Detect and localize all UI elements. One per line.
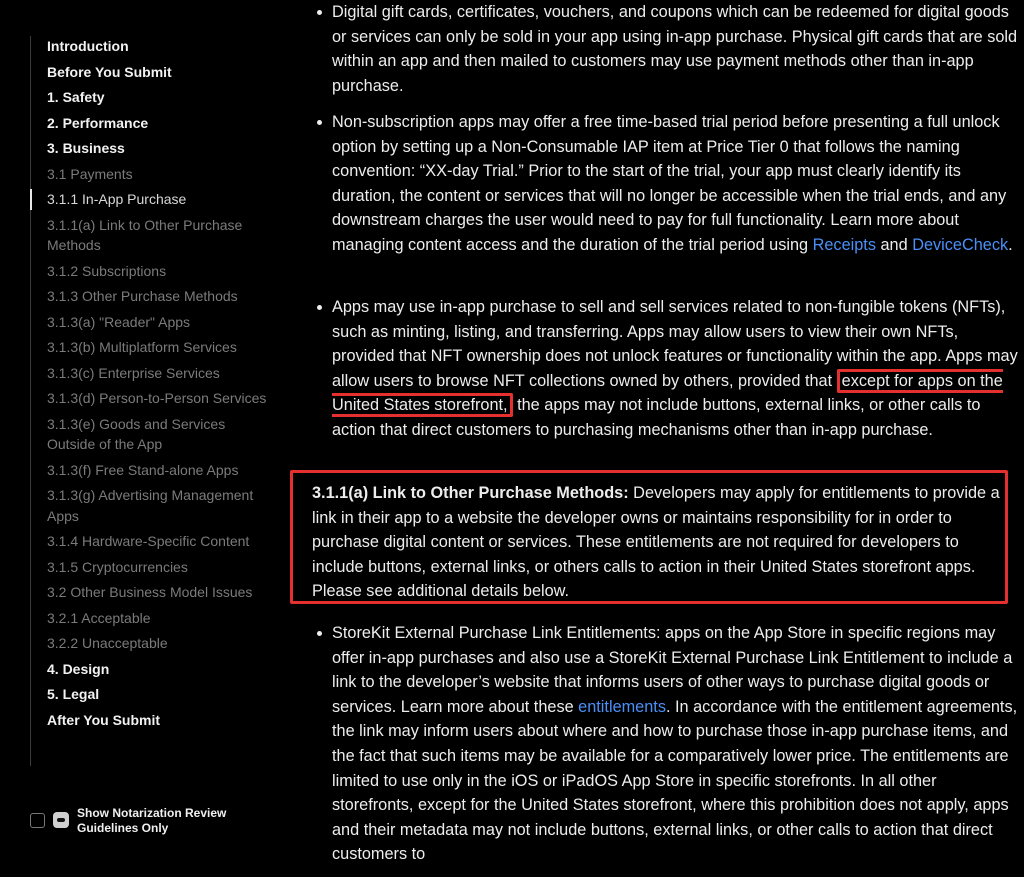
bullet-text: Apps may use in-app purchase to sell and sell services related to non-fungible tokens (NFTs), such as minting, listing, and transferring. Apps may allow users to view their own NFTs, provided that NFT ownership does not unlock features or functionality within the app. Apps may allow users to browse NFT collections owned by others, provided that except for apps on the United States storefront, the apps may not include buttons, external links, or other calls to action that direct customers to purchasing mechanisms other than in-app purchase. <box>332 298 1018 439</box>
sidebar-item[interactable]: Before You Submit <box>47 63 172 80</box>
sidebar-item[interactable]: 3.1.3 Other Purchase Methods <box>47 288 238 304</box>
section-3-1-1a <box>312 481 1002 604</box>
nav-list <box>31 36 271 730</box>
section-heading: 3.1.1(a) Link to Other Purchase Methods: <box>312 484 629 502</box>
notarization-icon <box>53 812 69 828</box>
sidebar-item[interactable]: 4. Design <box>47 660 110 677</box>
entitlements-link[interactable]: entitlements <box>578 697 666 716</box>
sidebar-item[interactable]: 3.1.1(a) Link to Other Purchase Methods <box>47 216 243 253</box>
sidebar-item[interactable]: 5. Legal <box>47 686 100 702</box>
sidebar-item[interactable]: 3.1.3(c) Enterprise Services <box>47 364 220 381</box>
sidebar-item[interactable]: Introduction <box>47 38 129 54</box>
notarization-toggle[interactable] <box>30 806 270 836</box>
sidebar-item[interactable]: 3.1.3(a) "Reader" Apps <box>47 313 191 330</box>
sidebar-nav <box>30 36 271 766</box>
sidebar-item[interactable]: 3. Business <box>47 140 125 156</box>
sidebar-item[interactable]: 3.1.3(d) Person-to-Person Services <box>47 390 267 406</box>
sidebar-item[interactable]: 3.1.3(e) Goods and Services Outside of the App <box>47 415 226 452</box>
sidebar-item[interactable]: 3.1.3(g) Advertising Management Apps <box>47 487 254 524</box>
sidebar-item[interactable]: 3.1.1 In-App Purchase <box>31 189 271 210</box>
list-item <box>312 110 1022 258</box>
sidebar-item[interactable]: 3.2.1 Acceptable <box>47 609 151 626</box>
sidebar-item[interactable]: 3.1 Payments <box>47 165 133 182</box>
sidebar-item[interactable]: 1. Safety <box>47 89 105 105</box>
list-item <box>312 621 1022 867</box>
bullet-text: StoreKit External Purchase Link Entitlements: apps on the App Store in specific regions may offer in-app purchases and also use a StoreKit External Purchase Link Entitlement to include a link to the developer’s website that informs users of other ways to purchase digital goods or services. Learn more about these entitlements. In accordance with the entitlement agreements, the link may inform users about where and how to purchase those in-app purchase items, and the fact that such items may be available for a comparatively lower price. The entitlements are limited to use only in the iOS or iPadOS App Store in specific storefronts. In all other storefronts, except for the United States storefront, where this prohibition does not apply, apps and their metadata may not include buttons, external links, or other calls to action that direct customers to <box>332 624 1018 864</box>
notarization-checkbox[interactable] <box>30 813 45 828</box>
sidebar-item[interactable]: 3.1.4 Hardware-Specific Content <box>47 533 250 549</box>
list-item <box>312 295 1022 443</box>
list-item <box>312 0 1022 98</box>
sidebar-item[interactable]: 3.2 Other Business Model Issues <box>47 584 253 600</box>
receipts-link[interactable]: Receipts <box>812 235 876 254</box>
devicecheck-link[interactable]: DeviceCheck <box>912 235 1009 254</box>
notarization-label: Show Notarization Review Guidelines Only <box>77 806 227 835</box>
sidebar-item[interactable]: After You Submit <box>47 711 161 728</box>
section-body: Developers may apply for entitlements to provide a link in their app to a website the developer owns or maintains responsibility for in order to purchase digital content or services. These entitlements are not required for developers to include buttons, external links, or others calls to action in their United States storefront apps. Please see additional details below. <box>312 484 1000 601</box>
bullet-text: Digital gift cards, certificates, vouchers, and coupons which can be redeemed for digital goods or services can only be sold in your app using in-app purchase. Physical gift cards that are sold within an app and then mailed to customers may use payment methods other than in-app purchase. <box>332 3 1018 95</box>
bullet-text: Non-subscription apps may offer a free time-based trial period before presenting a full unlock option by setting up a Non-Consumable IAP item at Price Tier 0 that follows the naming convention: “XX-day Trial.” Prior to the start of the trial, your app must clearly identify its duration, the content or services that will no longer be accessible when the trial ends, and any downstream charges the user would need to pay for full functionality. Learn more about managing content access and the duration of the trial period using Receipts and DeviceCheck. <box>332 113 1013 254</box>
sidebar-item[interactable]: 3.1.3(f) Free Stand-alone Apps <box>47 461 239 478</box>
highlighted-text: except for apps on the United States storefront, <box>332 369 1003 418</box>
sidebar-item[interactable]: 3.1.3(b) Multiplatform Services <box>47 339 237 355</box>
sidebar-item[interactable]: 3.2.2 Unacceptable <box>47 635 168 651</box>
sidebar-item[interactable]: 2. Performance <box>47 114 149 131</box>
sidebar-item[interactable]: 3.1.2 Subscriptions <box>47 262 167 279</box>
sidebar-item[interactable]: 3.1.5 Cryptocurrencies <box>47 558 188 575</box>
